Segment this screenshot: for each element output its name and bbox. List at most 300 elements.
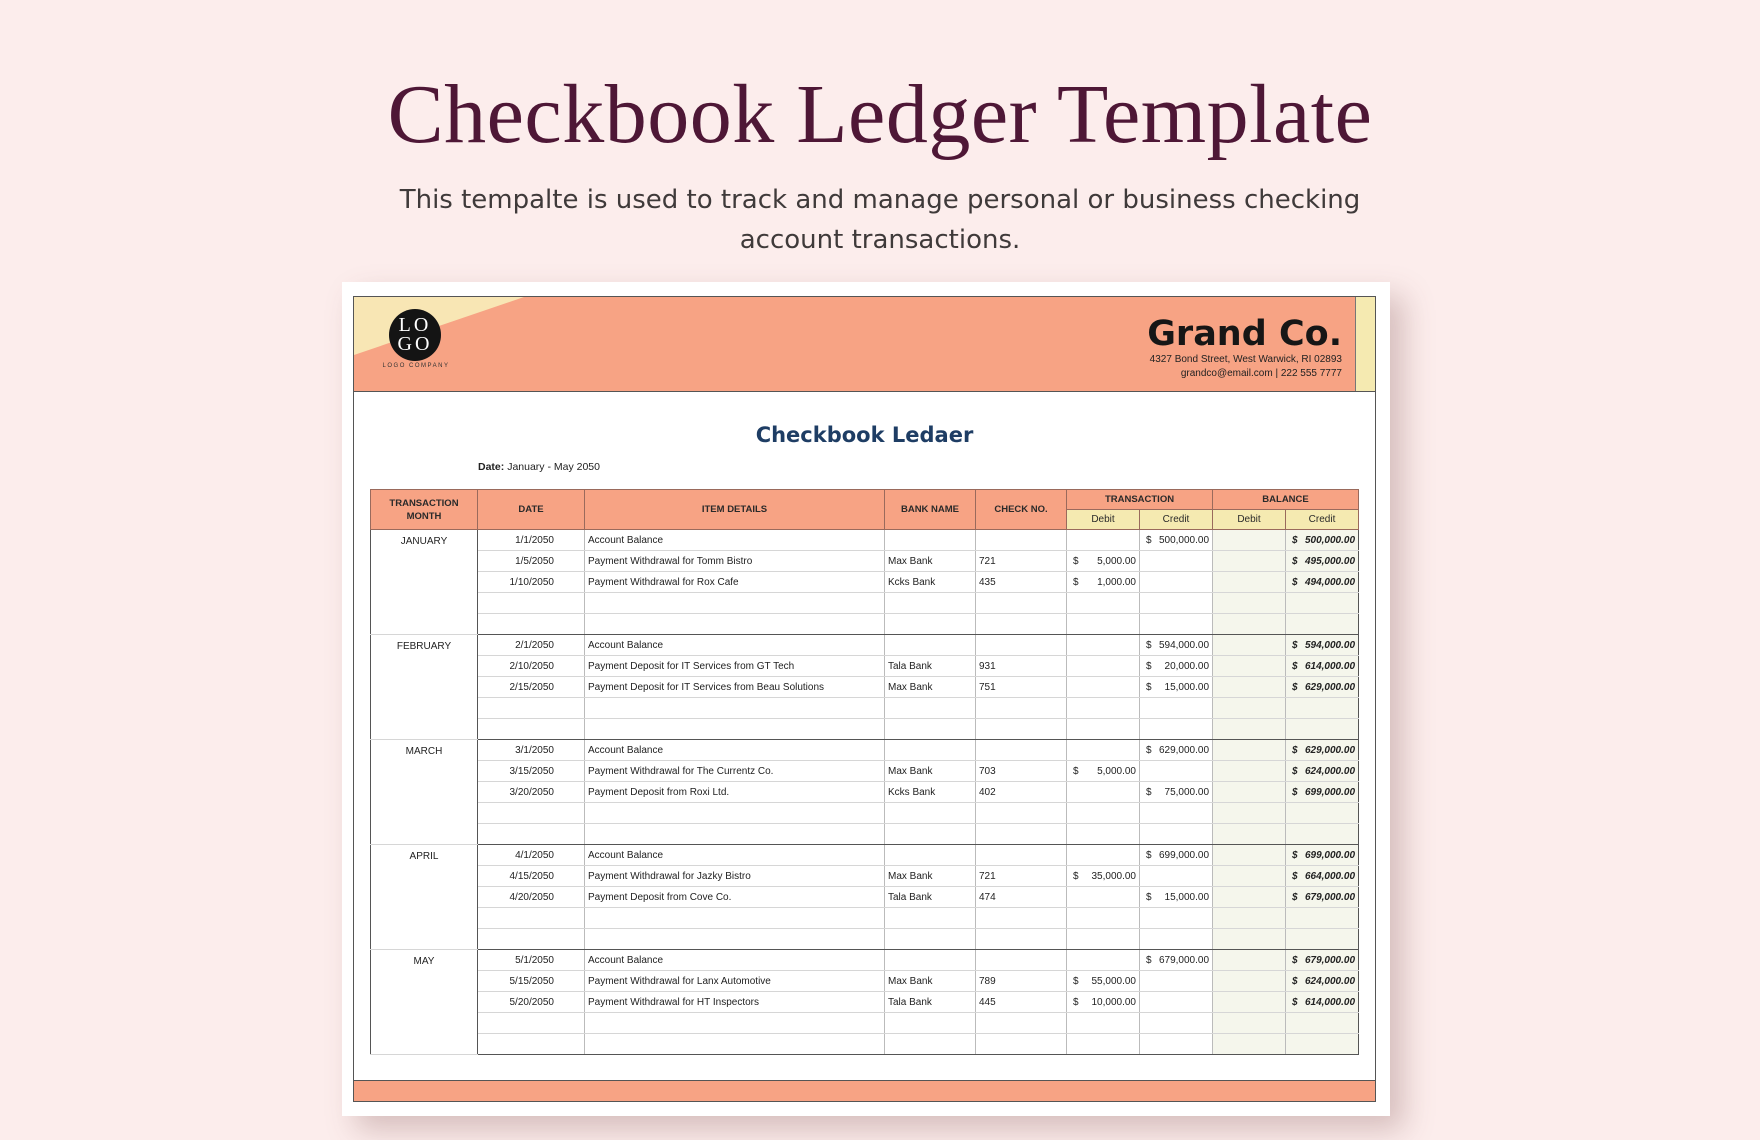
transaction-credit-cell bbox=[1140, 971, 1213, 992]
date-cell bbox=[478, 1013, 585, 1034]
currency-symbol: $ bbox=[1073, 576, 1079, 588]
item-details-cell: Account Balance bbox=[585, 845, 885, 866]
check-no-cell bbox=[976, 1034, 1067, 1055]
table-row bbox=[371, 656, 1359, 677]
table-row bbox=[371, 950, 1359, 971]
balance-debit-cell bbox=[1213, 530, 1286, 551]
balance-debit-cell bbox=[1213, 740, 1286, 761]
check-no-cell bbox=[976, 530, 1067, 551]
transaction-credit-cell-value: 699,000.00 bbox=[1158, 849, 1210, 861]
balance-credit-cell bbox=[1286, 551, 1359, 572]
item-details-cell bbox=[585, 803, 885, 824]
table-row bbox=[371, 677, 1359, 698]
page-subtitle: This tempalte is used to track and manage personal or business checking account transactions. bbox=[399, 185, 1361, 255]
date-cell bbox=[478, 824, 585, 845]
transaction-debit-cell bbox=[1067, 908, 1140, 929]
balance-debit-cell bbox=[1213, 635, 1286, 656]
transaction-debit-cell bbox=[1067, 992, 1140, 1013]
transaction-credit-cell bbox=[1140, 719, 1213, 740]
table-row bbox=[371, 1034, 1359, 1055]
bank-name-cell bbox=[885, 1034, 976, 1055]
corner-accent-shape bbox=[354, 297, 534, 357]
check-no-cell bbox=[976, 719, 1067, 740]
currency-symbol: $ bbox=[1146, 744, 1152, 756]
month-cell: FEBRUARY bbox=[371, 635, 478, 740]
header-band bbox=[354, 297, 1375, 392]
table-row bbox=[371, 803, 1359, 824]
currency-symbol: $ bbox=[1146, 786, 1152, 798]
header-transaction-month: TRANSACTION MONTH bbox=[371, 490, 478, 530]
balance-credit-cell bbox=[1286, 698, 1359, 719]
check-no-cell bbox=[976, 614, 1067, 635]
item-details-cell bbox=[585, 698, 885, 719]
bank-name-cell bbox=[885, 719, 976, 740]
transaction-debit-cell bbox=[1067, 677, 1140, 698]
table-row bbox=[371, 572, 1359, 593]
currency-symbol: $ bbox=[1292, 534, 1298, 546]
transaction-credit-cell bbox=[1140, 866, 1213, 887]
balance-credit-cell bbox=[1286, 845, 1359, 866]
balance-credit-cell-value: 679,000.00 bbox=[1304, 954, 1356, 966]
currency-symbol: $ bbox=[1292, 975, 1298, 987]
transaction-debit-cell bbox=[1067, 1013, 1140, 1034]
header-transaction: TRANSACTION bbox=[1067, 490, 1213, 510]
bank-name-cell bbox=[885, 950, 976, 971]
header-balance-credit: Credit bbox=[1286, 510, 1359, 530]
balance-credit-cell bbox=[1286, 950, 1359, 971]
transaction-debit-cell bbox=[1067, 530, 1140, 551]
bank-name-cell bbox=[885, 740, 976, 761]
currency-symbol: $ bbox=[1292, 849, 1298, 861]
item-details-cell: Payment Withdrawal for Jazky Bistro bbox=[585, 866, 885, 887]
balance-debit-cell bbox=[1213, 551, 1286, 572]
balance-debit-cell bbox=[1213, 803, 1286, 824]
transaction-debit-cell-value: 1,000.00 bbox=[1097, 576, 1136, 588]
item-details-cell: Account Balance bbox=[585, 950, 885, 971]
transaction-credit-cell bbox=[1140, 635, 1213, 656]
check-no-cell bbox=[976, 593, 1067, 614]
transaction-credit-cell-value: 15,000.00 bbox=[1164, 681, 1210, 693]
balance-credit-cell bbox=[1286, 1034, 1359, 1055]
date-line bbox=[478, 461, 600, 473]
balance-debit-cell bbox=[1213, 992, 1286, 1013]
check-no-cell bbox=[976, 845, 1067, 866]
balance-credit-cell bbox=[1286, 530, 1359, 551]
table-row bbox=[371, 698, 1359, 719]
transaction-credit-cell bbox=[1140, 551, 1213, 572]
company-name: Grand Co. bbox=[1147, 314, 1342, 354]
check-no-cell bbox=[976, 740, 1067, 761]
transaction-debit-cell-value: 55,000.00 bbox=[1091, 975, 1136, 987]
balance-credit-cell bbox=[1286, 866, 1359, 887]
transaction-credit-cell bbox=[1140, 593, 1213, 614]
item-details-cell: Account Balance bbox=[585, 635, 885, 656]
transaction-credit-cell bbox=[1140, 698, 1213, 719]
table-row bbox=[371, 971, 1359, 992]
bank-name-cell: Max Bank bbox=[885, 551, 976, 572]
currency-symbol: $ bbox=[1292, 954, 1298, 966]
balance-credit-cell bbox=[1286, 824, 1359, 845]
bank-name-cell bbox=[885, 614, 976, 635]
item-details-cell bbox=[585, 1034, 885, 1055]
month-cell: MAY bbox=[371, 950, 478, 1055]
item-details-cell: Payment Withdrawal for The Currentz Co. bbox=[585, 761, 885, 782]
date-cell: 4/20/2050 bbox=[478, 887, 585, 908]
header-bank-name: BANK NAME bbox=[885, 490, 976, 530]
item-details-cell bbox=[585, 824, 885, 845]
header-check-no: CHECK NO. bbox=[976, 490, 1067, 530]
table-row bbox=[371, 782, 1359, 803]
currency-symbol: $ bbox=[1146, 534, 1152, 546]
transaction-debit-cell bbox=[1067, 824, 1140, 845]
transaction-credit-cell bbox=[1140, 929, 1213, 950]
item-details-cell: Payment Withdrawal for Lanx Automotive bbox=[585, 971, 885, 992]
ledger-sheet-preview bbox=[342, 282, 1390, 1116]
bank-name-cell: Tala Bank bbox=[885, 887, 976, 908]
ledger-body bbox=[371, 530, 1359, 1055]
table-row bbox=[371, 740, 1359, 761]
transaction-debit-cell bbox=[1067, 1034, 1140, 1055]
date-value: January - May 2050 bbox=[507, 461, 600, 473]
currency-symbol: $ bbox=[1292, 996, 1298, 1008]
transaction-debit-cell bbox=[1067, 719, 1140, 740]
month-cell: APRIL bbox=[371, 845, 478, 950]
date-cell: 1/10/2050 bbox=[478, 572, 585, 593]
bank-name-cell: Max Bank bbox=[885, 677, 976, 698]
date-cell: 4/1/2050 bbox=[478, 845, 585, 866]
transaction-debit-cell bbox=[1067, 614, 1140, 635]
currency-symbol: $ bbox=[1292, 639, 1298, 651]
header-balance: BALANCE bbox=[1213, 490, 1359, 510]
check-no-cell bbox=[976, 698, 1067, 719]
document-title: Checkbook Ledaer bbox=[755, 423, 974, 447]
transaction-credit-cell bbox=[1140, 782, 1213, 803]
balance-credit-cell bbox=[1286, 593, 1359, 614]
currency-symbol: $ bbox=[1292, 681, 1298, 693]
currency-symbol: $ bbox=[1292, 576, 1298, 588]
check-no-cell: 751 bbox=[976, 677, 1067, 698]
check-no-cell: 789 bbox=[976, 971, 1067, 992]
balance-debit-cell bbox=[1213, 845, 1286, 866]
currency-symbol: $ bbox=[1146, 660, 1152, 672]
balance-debit-cell bbox=[1213, 887, 1286, 908]
currency-symbol: $ bbox=[1146, 639, 1152, 651]
date-cell bbox=[478, 929, 585, 950]
item-details-cell: Account Balance bbox=[585, 740, 885, 761]
item-details-cell: Payment Withdrawal for Rox Cafe bbox=[585, 572, 885, 593]
footer-band bbox=[354, 1080, 1375, 1101]
item-details-cell: Payment Deposit from Roxi Ltd. bbox=[585, 782, 885, 803]
balance-credit-cell-value: 699,000.00 bbox=[1304, 786, 1356, 798]
bank-name-cell bbox=[885, 908, 976, 929]
transaction-debit-cell bbox=[1067, 656, 1140, 677]
balance-debit-cell bbox=[1213, 656, 1286, 677]
table-row bbox=[371, 929, 1359, 950]
transaction-debit-cell-value: 35,000.00 bbox=[1091, 870, 1136, 882]
transaction-credit-cell bbox=[1140, 908, 1213, 929]
balance-credit-cell bbox=[1286, 803, 1359, 824]
balance-debit-cell bbox=[1213, 719, 1286, 740]
balance-credit-cell bbox=[1286, 908, 1359, 929]
transaction-credit-cell bbox=[1140, 845, 1213, 866]
header-transaction-debit: Debit bbox=[1067, 510, 1140, 530]
currency-symbol: $ bbox=[1073, 765, 1079, 777]
transaction-debit-cell bbox=[1067, 929, 1140, 950]
balance-debit-cell bbox=[1213, 929, 1286, 950]
date-cell: 3/15/2050 bbox=[478, 761, 585, 782]
date-cell bbox=[478, 803, 585, 824]
date-cell bbox=[478, 698, 585, 719]
date-cell: 1/5/2050 bbox=[478, 551, 585, 572]
ledger-table bbox=[370, 489, 1359, 1055]
transaction-credit-cell bbox=[1140, 950, 1213, 971]
currency-symbol: $ bbox=[1146, 954, 1152, 966]
item-details-cell bbox=[585, 1013, 885, 1034]
transaction-credit-cell-value: 629,000.00 bbox=[1158, 744, 1210, 756]
check-no-cell bbox=[976, 1013, 1067, 1034]
header-date: DATE bbox=[478, 490, 585, 530]
transaction-debit-cell bbox=[1067, 635, 1140, 656]
check-no-cell bbox=[976, 803, 1067, 824]
item-details-cell bbox=[585, 929, 885, 950]
transaction-debit-cell bbox=[1067, 803, 1140, 824]
currency-symbol: $ bbox=[1073, 870, 1079, 882]
date-cell: 2/10/2050 bbox=[478, 656, 585, 677]
currency-symbol: $ bbox=[1292, 660, 1298, 672]
item-details-cell: Payment Deposit from Cove Co. bbox=[585, 887, 885, 908]
date-cell: 3/20/2050 bbox=[478, 782, 585, 803]
transaction-debit-cell bbox=[1067, 551, 1140, 572]
currency-symbol: $ bbox=[1146, 681, 1152, 693]
balance-debit-cell bbox=[1213, 908, 1286, 929]
logo-caption: LOGO COMPANY bbox=[382, 363, 450, 369]
balance-credit-cell-value: 629,000.00 bbox=[1304, 744, 1356, 756]
balance-debit-cell bbox=[1213, 866, 1286, 887]
header-transaction-credit: Credit bbox=[1140, 510, 1213, 530]
transaction-credit-cell bbox=[1140, 530, 1213, 551]
table-row bbox=[371, 761, 1359, 782]
balance-credit-cell bbox=[1286, 887, 1359, 908]
company-contact: grandco@email.com | 222 555 7777 bbox=[1180, 368, 1342, 379]
check-no-cell bbox=[976, 824, 1067, 845]
transaction-debit-cell bbox=[1067, 866, 1140, 887]
transaction-credit-cell bbox=[1140, 1034, 1213, 1055]
date-cell: 5/20/2050 bbox=[478, 992, 585, 1013]
table-row bbox=[371, 887, 1359, 908]
balance-debit-cell bbox=[1213, 698, 1286, 719]
currency-symbol: $ bbox=[1073, 975, 1079, 987]
transaction-debit-cell bbox=[1067, 950, 1140, 971]
balance-credit-cell-value: 664,000.00 bbox=[1304, 870, 1356, 882]
transaction-credit-cell bbox=[1140, 572, 1213, 593]
currency-symbol: $ bbox=[1292, 891, 1298, 903]
balance-credit-cell bbox=[1286, 719, 1359, 740]
bank-name-cell bbox=[885, 635, 976, 656]
balance-credit-cell-value: 614,000.00 bbox=[1304, 660, 1356, 672]
transaction-debit-cell bbox=[1067, 782, 1140, 803]
currency-symbol: $ bbox=[1073, 555, 1079, 567]
company-block bbox=[1147, 315, 1342, 381]
table-row bbox=[371, 614, 1359, 635]
currency-symbol: $ bbox=[1292, 555, 1298, 567]
transaction-debit-cell bbox=[1067, 740, 1140, 761]
transaction-debit-cell bbox=[1067, 572, 1140, 593]
balance-credit-cell bbox=[1286, 929, 1359, 950]
bank-name-cell: Tala Bank bbox=[885, 992, 976, 1013]
transaction-credit-cell bbox=[1140, 824, 1213, 845]
balance-debit-cell bbox=[1213, 1034, 1286, 1055]
transaction-credit-cell bbox=[1140, 740, 1213, 761]
bank-name-cell bbox=[885, 593, 976, 614]
table-row bbox=[371, 908, 1359, 929]
transaction-credit-cell bbox=[1140, 1013, 1213, 1034]
check-no-cell: 474 bbox=[976, 887, 1067, 908]
item-details-cell: Payment Withdrawal for HT Inspectors bbox=[585, 992, 885, 1013]
date-label: Date: bbox=[478, 461, 505, 473]
item-details-cell bbox=[585, 908, 885, 929]
balance-credit-cell bbox=[1286, 656, 1359, 677]
transaction-credit-cell-value: 679,000.00 bbox=[1158, 954, 1210, 966]
table-row bbox=[371, 635, 1359, 656]
date-cell: 4/15/2050 bbox=[478, 866, 585, 887]
balance-credit-cell bbox=[1286, 572, 1359, 593]
header-item-details: ITEM DETAILS bbox=[585, 490, 885, 530]
balance-debit-cell bbox=[1213, 614, 1286, 635]
balance-credit-cell-value: 679,000.00 bbox=[1304, 891, 1356, 903]
table-row bbox=[371, 824, 1359, 845]
item-details-cell: Payment Withdrawal for Tomm Bistro bbox=[585, 551, 885, 572]
check-no-cell: 703 bbox=[976, 761, 1067, 782]
item-details-cell bbox=[585, 593, 885, 614]
bank-name-cell: Max Bank bbox=[885, 971, 976, 992]
logo-text-bottom: GO bbox=[397, 333, 433, 355]
balance-debit-cell bbox=[1213, 593, 1286, 614]
currency-symbol: $ bbox=[1292, 744, 1298, 756]
date-cell bbox=[478, 1034, 585, 1055]
bank-name-cell bbox=[885, 803, 976, 824]
transaction-debit-cell-value: 5,000.00 bbox=[1097, 555, 1136, 567]
currency-symbol: $ bbox=[1146, 849, 1152, 861]
balance-credit-cell-value: 614,000.00 bbox=[1304, 996, 1356, 1008]
table-row bbox=[371, 866, 1359, 887]
table-row bbox=[371, 845, 1359, 866]
balance-credit-cell-value: 495,000.00 bbox=[1304, 555, 1356, 567]
transaction-debit-cell bbox=[1067, 971, 1140, 992]
transaction-credit-cell bbox=[1140, 887, 1213, 908]
item-details-cell: Payment Deposit for IT Services from Beau Solutions bbox=[585, 677, 885, 698]
bank-name-cell: Max Bank bbox=[885, 866, 976, 887]
balance-debit-cell bbox=[1213, 572, 1286, 593]
bank-name-cell bbox=[885, 845, 976, 866]
check-no-cell: 435 bbox=[976, 572, 1067, 593]
balance-credit-cell-value: 624,000.00 bbox=[1304, 975, 1356, 987]
transaction-credit-cell-value: 500,000.00 bbox=[1158, 534, 1210, 546]
date-cell: 2/1/2050 bbox=[478, 635, 585, 656]
balance-debit-cell bbox=[1213, 971, 1286, 992]
transaction-credit-cell bbox=[1140, 803, 1213, 824]
balance-credit-cell bbox=[1286, 635, 1359, 656]
currency-symbol: $ bbox=[1292, 870, 1298, 882]
header-balance-debit: Debit bbox=[1213, 510, 1286, 530]
balance-debit-cell bbox=[1213, 677, 1286, 698]
company-address: 4327 Bond Street, West Warwick, RI 02893 bbox=[1149, 354, 1342, 365]
bank-name-cell bbox=[885, 1013, 976, 1034]
date-cell bbox=[478, 908, 585, 929]
transaction-credit-cell bbox=[1140, 677, 1213, 698]
bank-name-cell: Kcks Bank bbox=[885, 572, 976, 593]
balance-credit-cell-value: 624,000.00 bbox=[1304, 765, 1356, 777]
balance-credit-cell bbox=[1286, 740, 1359, 761]
balance-credit-cell-value: 500,000.00 bbox=[1304, 534, 1356, 546]
transaction-credit-cell bbox=[1140, 761, 1213, 782]
table-row bbox=[371, 593, 1359, 614]
balance-credit-cell bbox=[1286, 782, 1359, 803]
balance-credit-cell bbox=[1286, 1013, 1359, 1034]
transaction-debit-cell bbox=[1067, 593, 1140, 614]
check-no-cell: 445 bbox=[976, 992, 1067, 1013]
bank-name-cell bbox=[885, 698, 976, 719]
transaction-debit-cell bbox=[1067, 845, 1140, 866]
transaction-credit-cell bbox=[1140, 614, 1213, 635]
check-no-cell bbox=[976, 635, 1067, 656]
balance-credit-cell-value: 629,000.00 bbox=[1304, 681, 1356, 693]
balance-credit-cell bbox=[1286, 614, 1359, 635]
transaction-credit-cell-value: 594,000.00 bbox=[1158, 639, 1210, 651]
balance-credit-cell-value: 594,000.00 bbox=[1304, 639, 1356, 651]
month-cell: MARCH bbox=[371, 740, 478, 845]
check-no-cell bbox=[976, 950, 1067, 971]
bank-name-cell bbox=[885, 929, 976, 950]
currency-symbol: $ bbox=[1292, 765, 1298, 777]
check-no-cell: 402 bbox=[976, 782, 1067, 803]
table-row bbox=[371, 992, 1359, 1013]
transaction-credit-cell-value: 20,000.00 bbox=[1164, 660, 1210, 672]
balance-credit-cell bbox=[1286, 971, 1359, 992]
balance-credit-cell-value: 699,000.00 bbox=[1304, 849, 1356, 861]
transaction-credit-cell bbox=[1140, 656, 1213, 677]
transaction-credit-cell bbox=[1140, 992, 1213, 1013]
transaction-debit-cell bbox=[1067, 698, 1140, 719]
balance-debit-cell bbox=[1213, 824, 1286, 845]
check-no-cell: 721 bbox=[976, 866, 1067, 887]
currency-symbol: $ bbox=[1146, 891, 1152, 903]
balance-credit-cell-value: 494,000.00 bbox=[1304, 576, 1356, 588]
logo-text-top: LO bbox=[398, 314, 432, 336]
balance-debit-cell bbox=[1213, 950, 1286, 971]
date-cell bbox=[478, 593, 585, 614]
balance-credit-cell bbox=[1286, 761, 1359, 782]
item-details-cell: Payment Deposit for IT Services from GT Tech bbox=[585, 656, 885, 677]
table-row bbox=[371, 551, 1359, 572]
date-cell: 2/15/2050 bbox=[478, 677, 585, 698]
date-cell: 5/1/2050 bbox=[478, 950, 585, 971]
bank-name-cell bbox=[885, 824, 976, 845]
bank-name-cell: Kcks Bank bbox=[885, 782, 976, 803]
transaction-credit-cell-value: 75,000.00 bbox=[1164, 786, 1210, 798]
balance-debit-cell bbox=[1213, 782, 1286, 803]
item-details-cell: Account Balance bbox=[585, 530, 885, 551]
date-cell bbox=[478, 614, 585, 635]
balance-credit-cell bbox=[1286, 677, 1359, 698]
table-row bbox=[371, 530, 1359, 551]
transaction-credit-cell-value: 15,000.00 bbox=[1164, 891, 1210, 903]
currency-symbol: $ bbox=[1073, 996, 1079, 1008]
page-title: Checkbook Ledger Template bbox=[387, 68, 1373, 161]
item-details-cell bbox=[585, 614, 885, 635]
transaction-debit-cell bbox=[1067, 887, 1140, 908]
check-no-cell: 931 bbox=[976, 656, 1067, 677]
transaction-debit-cell-value: 5,000.00 bbox=[1097, 765, 1136, 777]
